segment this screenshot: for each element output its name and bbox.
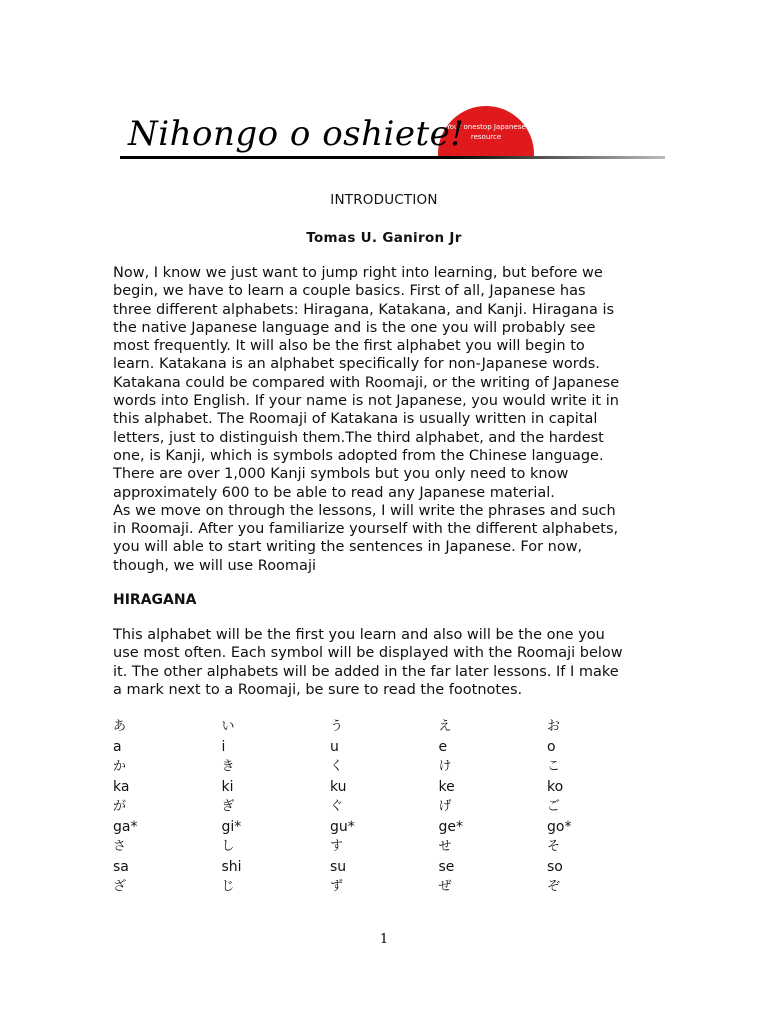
text-line: most frequently. It will also be the first alphabet you will begin to bbox=[113, 338, 585, 355]
text-line: you will able to start writing the sentences in Japanese. For now, bbox=[113, 539, 583, 556]
text-line: one, is Kanji, which is symbols adopted from the Chinese language. bbox=[113, 447, 604, 464]
romaji-cell: ku bbox=[330, 779, 347, 795]
text-line: in Roomaji. After you familiarize yourself with the different alphabets, bbox=[113, 521, 619, 538]
kana-row bbox=[113, 717, 656, 737]
kana-row bbox=[113, 877, 656, 897]
kana-cell: ざ bbox=[113, 879, 127, 894]
author-name: Tomas U. Ganiron Jr bbox=[306, 230, 462, 246]
intro-paragraph bbox=[113, 264, 658, 575]
badge-text: Your onestop Japanese resource bbox=[446, 123, 526, 141]
kana-cell: お bbox=[547, 719, 561, 734]
hiragana-paragraph bbox=[113, 626, 658, 699]
text-line: learn. Katakana is an alphabet specifically for non-Japanese words. bbox=[113, 356, 600, 373]
kana-cell: せ bbox=[438, 839, 452, 854]
kana-cell: が bbox=[113, 799, 127, 814]
kana-cell: い bbox=[221, 719, 235, 734]
romaji-cell: ka bbox=[113, 779, 130, 795]
romaji-cell: a bbox=[113, 739, 122, 755]
text-line: use most often. Each symbol will be displayed with the Roomaji below bbox=[113, 645, 623, 662]
text-line: the native Japanese language and is the one you will probably see bbox=[113, 319, 596, 336]
text-line: There are over 1,000 Kanji symbols but you only need to know bbox=[113, 466, 569, 483]
section-heading-hiragana: HIRAGANA bbox=[113, 592, 197, 608]
site-logo-text: Nihongo o oshiete! bbox=[128, 114, 465, 154]
romaji-cell: se bbox=[438, 859, 455, 875]
text-line: approximately 600 to be able to read any Japanese material. bbox=[113, 484, 555, 501]
text-line: Now, I know we just want to jump right into learning, but before we bbox=[113, 265, 603, 281]
kana-cell: ぎ bbox=[221, 799, 235, 814]
romaji-cell: ki bbox=[221, 779, 234, 795]
page-title: INTRODUCTION bbox=[330, 192, 438, 208]
romaji-cell: sa bbox=[113, 859, 129, 875]
badge-mask bbox=[430, 157, 550, 217]
kana-cell: か bbox=[113, 759, 127, 774]
romaji-cell: so bbox=[547, 859, 563, 875]
page-number: 1 bbox=[379, 932, 389, 947]
kana-cell: く bbox=[330, 759, 344, 774]
romaji-row bbox=[113, 857, 656, 877]
text-line: letters, just to distinguish them.The third alphabet, and the hardest bbox=[113, 429, 604, 446]
romaji-cell: gi* bbox=[221, 819, 242, 835]
kana-cell: え bbox=[438, 719, 452, 734]
kana-cell: ぐ bbox=[330, 799, 344, 814]
kana-cell: す bbox=[330, 839, 344, 854]
kana-cell: じ bbox=[221, 879, 235, 894]
romaji-cell: ge* bbox=[438, 819, 463, 835]
romaji-cell: gu* bbox=[330, 819, 355, 835]
romaji-row bbox=[113, 817, 656, 837]
romaji-row bbox=[113, 777, 656, 797]
text-line: Katakana could be compared with Roomaji, or the writing of Japanese bbox=[113, 374, 620, 391]
romaji-cell: u bbox=[330, 739, 339, 755]
kana-cell: げ bbox=[438, 799, 452, 814]
kana-cell: そ bbox=[547, 839, 561, 854]
kana-cell: き bbox=[221, 759, 235, 774]
romaji-cell: o bbox=[547, 739, 556, 755]
kana-cell: ず bbox=[330, 879, 344, 894]
romaji-cell: ko bbox=[547, 779, 564, 795]
kana-cell: ぜ bbox=[438, 879, 452, 894]
kana-cell: う bbox=[330, 719, 344, 734]
romaji-cell: su bbox=[330, 859, 347, 875]
text-line: it. The other alphabets will be added in the far later lessons. If I make bbox=[113, 663, 619, 680]
romaji-cell: e bbox=[438, 739, 448, 755]
romaji-cell: i bbox=[221, 739, 226, 755]
text-line: three different alphabets: Hiragana, Katakana, and Kanji. Hiragana is bbox=[113, 301, 615, 318]
text-line: though, we will use Roomaji bbox=[113, 557, 316, 574]
kana-row bbox=[113, 757, 656, 777]
romaji-cell: ga* bbox=[113, 819, 138, 835]
romaji-cell: ke bbox=[438, 779, 455, 795]
logo-underline bbox=[120, 156, 665, 159]
text-line: begin, we have to learn a couple basics. First of all, Japanese has bbox=[113, 283, 586, 300]
kana-cell: ご bbox=[547, 799, 561, 814]
text-line: As we move on through the lessons, I will write the phrases and such bbox=[113, 502, 616, 519]
text-line: this alphabet. The Roomaji of Katakana is usually written in capital bbox=[113, 411, 598, 428]
kana-cell: あ bbox=[113, 719, 127, 734]
hiragana-table bbox=[113, 717, 656, 897]
kana-cell: ぞ bbox=[547, 879, 561, 894]
romaji-cell: go* bbox=[547, 819, 572, 835]
kana-row bbox=[113, 797, 656, 817]
site-header bbox=[110, 100, 670, 175]
kana-cell: さ bbox=[113, 839, 127, 854]
kana-row bbox=[113, 837, 656, 857]
romaji-row bbox=[113, 737, 656, 757]
text-line: words into English. If your name is not Japanese, you would write it in bbox=[113, 393, 619, 410]
text-line: a mark next to a Roomaji, be sure to read the footnotes. bbox=[113, 681, 523, 698]
romaji-cell: shi bbox=[221, 859, 242, 875]
kana-cell: し bbox=[221, 839, 235, 854]
kana-cell: こ bbox=[547, 759, 561, 774]
text-line: This alphabet will be the first you learn and also will be the one you bbox=[113, 627, 605, 643]
kana-cell: け bbox=[438, 759, 452, 774]
